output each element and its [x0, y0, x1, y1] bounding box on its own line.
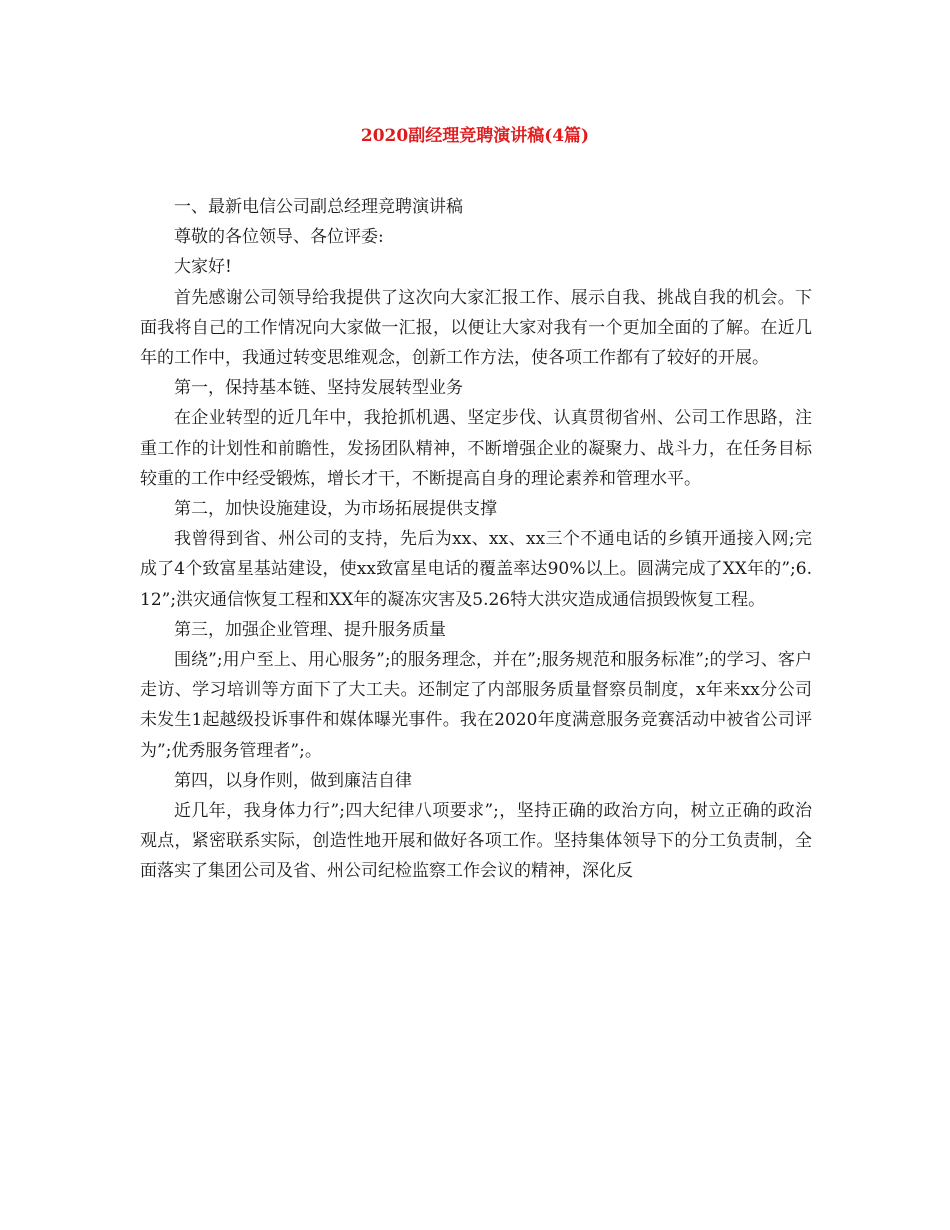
paragraph-point-3: 围绕”;用户至上、用心服务”;的服务理念，并在”;服务规范和服务标准”;的学习、客户走访、学习培训等方面下了大工夫。还制定了内部服务质量督察员制度，x年来xx分公司未发生1起越级投诉事件和媒体曝光事件。我在2020年度满意服务竞赛活动中被省公司评为”;优秀服务管理者”;。: [140, 650, 812, 761]
paragraph-intro: 首先感谢公司领导给我提供了这次向大家汇报工作、展示自我、挑战自我的机会。下面我将自己的工作情况向大家做一汇报，以便让大家对我有一个更加全面的了解。在近几年的工作中，我通过转变思维观念，创新工作方法，使各项工作都有了较好的开展。: [140, 287, 812, 369]
point-heading-4: 第四，以身作则，做到廉洁自律: [174, 770, 412, 791]
document-title: 2020副经理竞聘演讲稿(4篇): [360, 126, 590, 146]
document-body: [140, 192, 812, 887]
paragraph-point-1: 在企业转型的近几年中，我抢抓机遇、坚定步伐、认真贯彻省州、公司工作思路，注重工作的计划性和前瞻性，发扬团队精神，不断增强企业的凝聚力、战斗力，在任务目标较重的工作中经受锻炼，增长才干，不断提高自身的理论素养和管理水平。: [140, 408, 812, 489]
section-heading-1: 一、最新电信公司副总经理竞聘演讲稿: [174, 197, 463, 217]
greeting: 大家好!: [174, 257, 232, 278]
paragraph-point-4: 近几年，我身体力行”;四大纪律八项要求”;，坚持正确的政治方向，树立正确的政治观点，紧密联系实际，创造性地开展和做好各项工作。坚持集体领导下的分工负责制，全面落实了集团公司及省、州公司纪检监察工作会议的精神，深化反: [140, 801, 812, 882]
point-heading-2: 第二，加快设施建设，为市场拓展提供支撑: [174, 499, 497, 520]
paragraph-point-2: 我曾得到省、州公司的支持，先后为xx、xx、xx三个不通电话的乡镇开通接入网;完成了4个致富星基站建设，使xx致富星电话的覆盖率达90%以上。圆满完成了XX年的”;6.12”;洪灾通信恢复工程和XX年的凝冻灾害及5.26特大洪灾造成通信损毁恢复工程。: [140, 529, 812, 610]
point-heading-3: 第三，加强企业管理、提升服务质量: [174, 619, 446, 640]
point-heading-1: 第一，保持基本链、坚持发展转型业务: [174, 378, 463, 399]
salutation: 尊敬的各位领导、各位评委:: [174, 227, 384, 248]
